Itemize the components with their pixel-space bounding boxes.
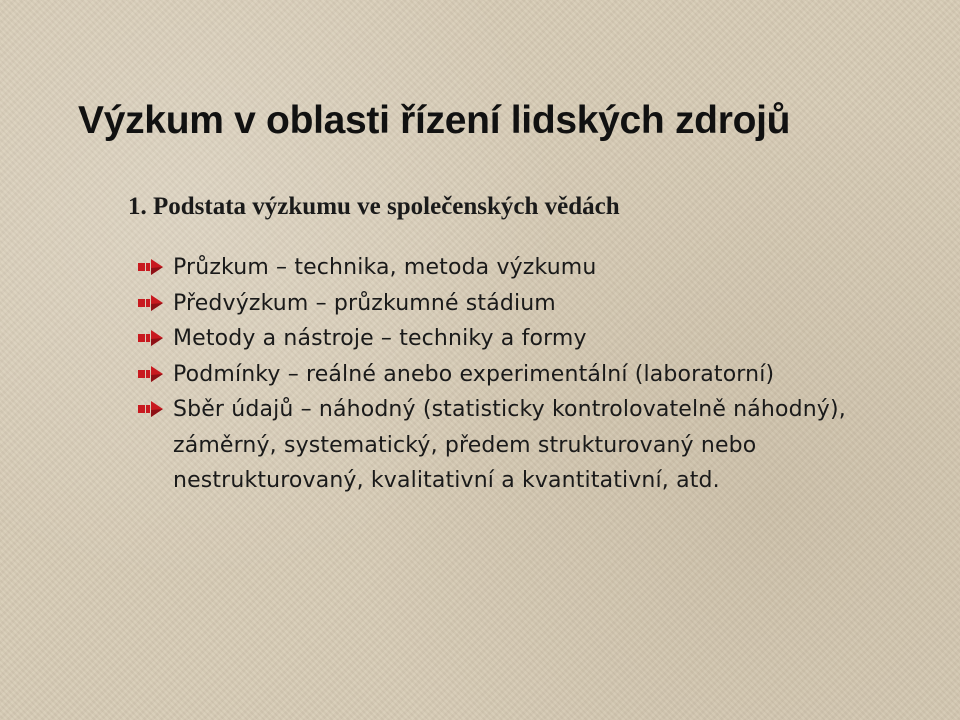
bullet-text: Podmínky – reálné anebo experimentální (laboratorní) bbox=[173, 361, 775, 387]
red-arrow-icon bbox=[138, 294, 164, 312]
bullet-list bbox=[138, 250, 918, 499]
bullet-text: Sběr údajů – náhodný (statisticky kontrolovatelně náhodný), záměrný, systematický, předem strukturovaný nebo nestrukturovaný, kvalitativní a kvantitativní, atd. bbox=[173, 397, 846, 493]
red-arrow-icon bbox=[138, 329, 164, 347]
bullet-text: Metody a nástroje – techniky a formy bbox=[173, 326, 587, 351]
bullet-item-pruzkum bbox=[138, 250, 918, 286]
bullet-text: Průzkum – technika, metoda výzkumu bbox=[173, 255, 597, 280]
bullet-item-predvyzkum bbox=[138, 286, 918, 322]
red-arrow-icon bbox=[138, 258, 164, 276]
red-arrow-icon bbox=[138, 365, 164, 383]
slide-title: Výzkum v oblasti řízení lidských zdrojů bbox=[78, 99, 791, 142]
red-arrow-icon bbox=[138, 400, 164, 418]
bullet-text: Předvýzkum – průzkumné stádium bbox=[173, 290, 556, 316]
bullet-item-metody bbox=[138, 321, 918, 357]
bullet-item-podminky bbox=[138, 357, 918, 393]
bullet-item-sber-udaju bbox=[138, 392, 918, 499]
slide-subtitle: 1. Podstata výzkumu ve společenských vědách bbox=[128, 193, 620, 220]
